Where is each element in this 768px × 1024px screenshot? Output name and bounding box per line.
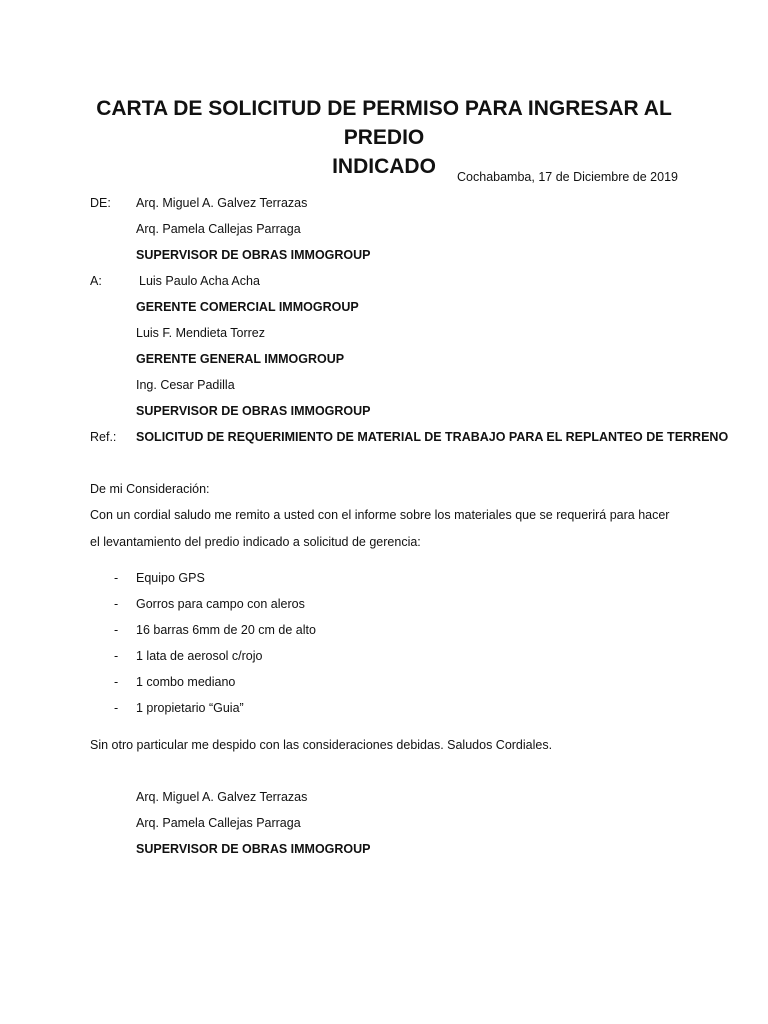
- list-item: 1 lata de aerosol c/rojo: [136, 649, 263, 663]
- list-bullet: -: [114, 597, 119, 611]
- to-line: Luis F. Mendieta Torrez: [136, 326, 265, 340]
- salutation: De mi Consideración:: [90, 482, 210, 496]
- from-label: DE:: [90, 196, 111, 210]
- list-bullet: -: [114, 623, 119, 637]
- from-line: Arq. Miguel A. Galvez Terrazas: [136, 196, 308, 210]
- signature-line: SUPERVISOR DE OBRAS IMMOGROUP: [136, 842, 371, 856]
- title-line-2: INDICADO: [332, 155, 436, 178]
- to-line: Luis Paulo Acha Acha: [139, 274, 260, 288]
- to-line: GERENTE COMERCIAL IMMOGROUP: [136, 300, 359, 314]
- list-item: Gorros para campo con aleros: [136, 597, 305, 611]
- from-line: Arq. Pamela Callejas Parraga: [136, 222, 301, 236]
- title-line-1: CARTA DE SOLICITUD DE PERMISO PARA INGRESAR AL PREDIO: [96, 97, 672, 149]
- list-bullet: -: [114, 675, 119, 689]
- list-item: Equipo GPS: [136, 571, 205, 585]
- list-item: 16 barras 6mm de 20 cm de alto: [136, 623, 316, 637]
- list-bullet: -: [114, 649, 119, 663]
- list-item: 1 propietario “Guia”: [136, 701, 244, 715]
- ref-text: SOLICITUD DE REQUERIMIENTO DE MATERIAL DE TRABAJO PARA EL REPLANTEO DE TERRENO: [136, 430, 729, 444]
- from-line: SUPERVISOR DE OBRAS IMMOGROUP: [136, 248, 371, 262]
- intro-line-1: Con un cordial saludo me remito a usted con el informe sobre los materiales que se requerirá para hacer: [90, 508, 670, 522]
- to-line: SUPERVISOR DE OBRAS IMMOGROUP: [136, 404, 371, 418]
- to-label: A:: [90, 274, 102, 288]
- closing-text: Sin otro particular me despido con las consideraciones debidas. Saludos Cordiales.: [90, 738, 553, 752]
- document-title: [70, 94, 698, 181]
- list-item: 1 combo mediano: [136, 675, 236, 689]
- to-line: Ing. Cesar Padilla: [136, 378, 235, 392]
- letter-date: Cochabamba, 17 de Diciembre de 2019: [457, 170, 678, 184]
- list-bullet: -: [114, 571, 119, 585]
- list-bullet: -: [114, 701, 119, 715]
- signature-line: Arq. Pamela Callejas Parraga: [136, 816, 301, 830]
- signature-line: Arq. Miguel A. Galvez Terrazas: [136, 790, 308, 804]
- to-line: GERENTE GENERAL IMMOGROUP: [136, 352, 345, 366]
- intro-line-2: el levantamiento del predio indicado a solicitud de gerencia:: [90, 535, 421, 549]
- ref-label: Ref.:: [90, 430, 117, 444]
